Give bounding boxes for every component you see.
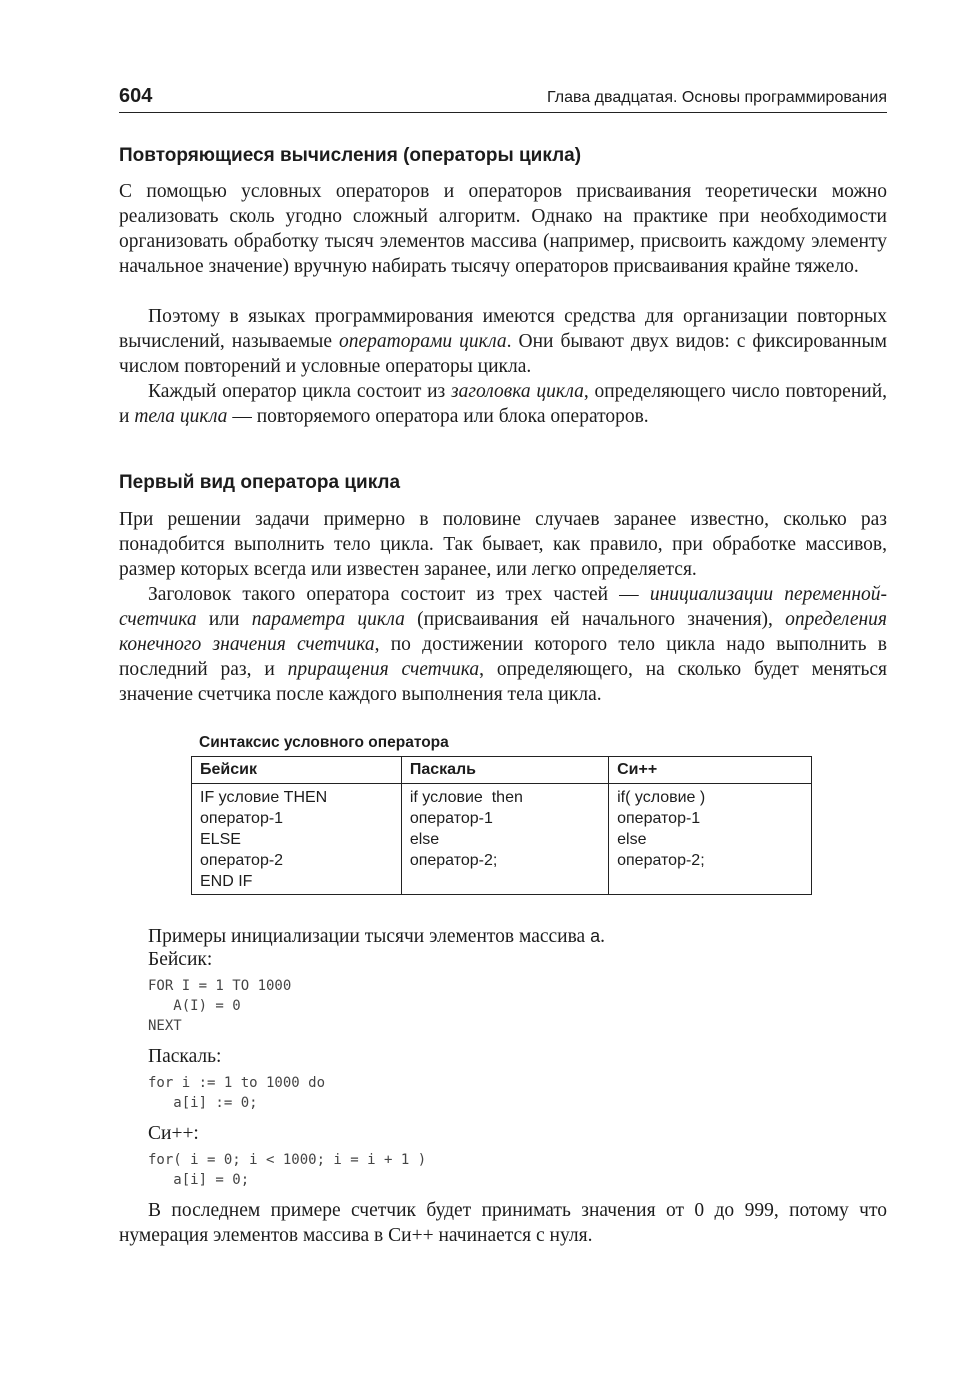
paragraph-loop-header-parts: Заголовок такого оператора состоит из трех частей — инициализации переменной-счетчика или параметра цикла (присваивания ей начального значения), определения конечного значения счетчика, по достижении которого тело цикла надо выполнить в последний раз, и приращения счетчика, определяющего, на сколько будет меняться значение счетчика после каждого выполнения тела цикла. xyxy=(119,584,888,705)
paragraph-known-count: При решении задачи примерно в половине случаев заранее известно, сколько раз понадобится выполнить тело цикла. Так бывает, как правило, при обработке массивов, размер которых всегда или известен заранее, или легко определяется. xyxy=(119,509,887,580)
table-caption: Синтаксис условного оператора xyxy=(199,734,449,751)
table-cell-basic: IF условие THEN оператор-1 ELSE оператор-2 END IF xyxy=(192,784,402,895)
label-basic: Бейсик: xyxy=(148,949,213,970)
term-loop-operators: операторами цикла xyxy=(339,331,507,352)
table-header-pascal: Паскаль xyxy=(401,757,608,784)
label-pascal: Паскаль: xyxy=(148,1046,222,1067)
term-loop-parameter: параметра цикла xyxy=(251,609,405,630)
label-cpp: Си++: xyxy=(148,1123,199,1144)
term-loop-body: тела цикла xyxy=(134,406,228,427)
table-cell-pascal: if условие then оператор-1 else оператор-2; xyxy=(401,784,608,895)
table-row xyxy=(192,784,812,895)
paragraph-closing: В последнем примере счетчик будет принимать значения от 0 до 999, потому что нумерация элементов массива в Си++ начинается с нуля. xyxy=(119,1200,887,1246)
term-loop-header: заголовка цикла xyxy=(451,381,584,402)
page-header xyxy=(119,84,887,113)
code-cpp: for( i = 0; i < 1000; i = i + 1 ) a[i] = 0; xyxy=(148,1152,427,1188)
array-name: a xyxy=(590,926,601,946)
running-title: Глава двадцатая. Основы программирования xyxy=(547,89,887,106)
term-counter-init: инициализации переменной-счетчика xyxy=(119,584,887,630)
paragraph-intro: С помощью условных операторов и операторов присваивания теоретически можно реализовать сколь угодно сложный алгоритм. Однако на практике при необходимости организовать обработку тысяч элементов массива (например, присвоить каждому элементу начальное значение) вручную набирать тысячу операторов присваивания крайне тяжело. xyxy=(119,181,887,277)
table-header-row xyxy=(192,757,812,784)
table-cell-cpp: if( условие ) оператор-1 else оператор-2; xyxy=(609,784,812,895)
page-number: 604 xyxy=(119,85,153,107)
code-pascal: for i := 1 to 1000 do a[i] := 0; xyxy=(148,1075,326,1111)
paragraph-loop-structure: Каждый оператор цикла состоит из заголовка цикла, определяющего число повторений, и тела цикла — повторяемого оператора или блока операторов. xyxy=(119,381,888,427)
syntax-table xyxy=(191,756,812,895)
term-end-value: определения конечного значения счетчика xyxy=(119,609,887,655)
table-header-basic: Бейсик xyxy=(192,757,402,784)
section-title-first-loop: Первый вид оператора цикла xyxy=(119,472,401,493)
examples-intro: Примеры инициализации тысячи элементов массива a. xyxy=(148,926,605,947)
table-header-cpp: Си++ xyxy=(609,757,812,784)
paragraph-loop-operators: Поэтому в языках программирования имеются средства для организации повторных вычислений, называемые операторами цикла. Они бывают двух видов: с фиксированным числом повторений и условные операторы цикла. xyxy=(119,306,887,377)
term-increment: приращения счетчика xyxy=(287,659,480,680)
section-title-loops: Повторяющиеся вычисления (операторы цикла) xyxy=(119,145,582,166)
code-basic: FOR I = 1 TO 1000 A(I) = 0 NEXT xyxy=(148,978,292,1034)
